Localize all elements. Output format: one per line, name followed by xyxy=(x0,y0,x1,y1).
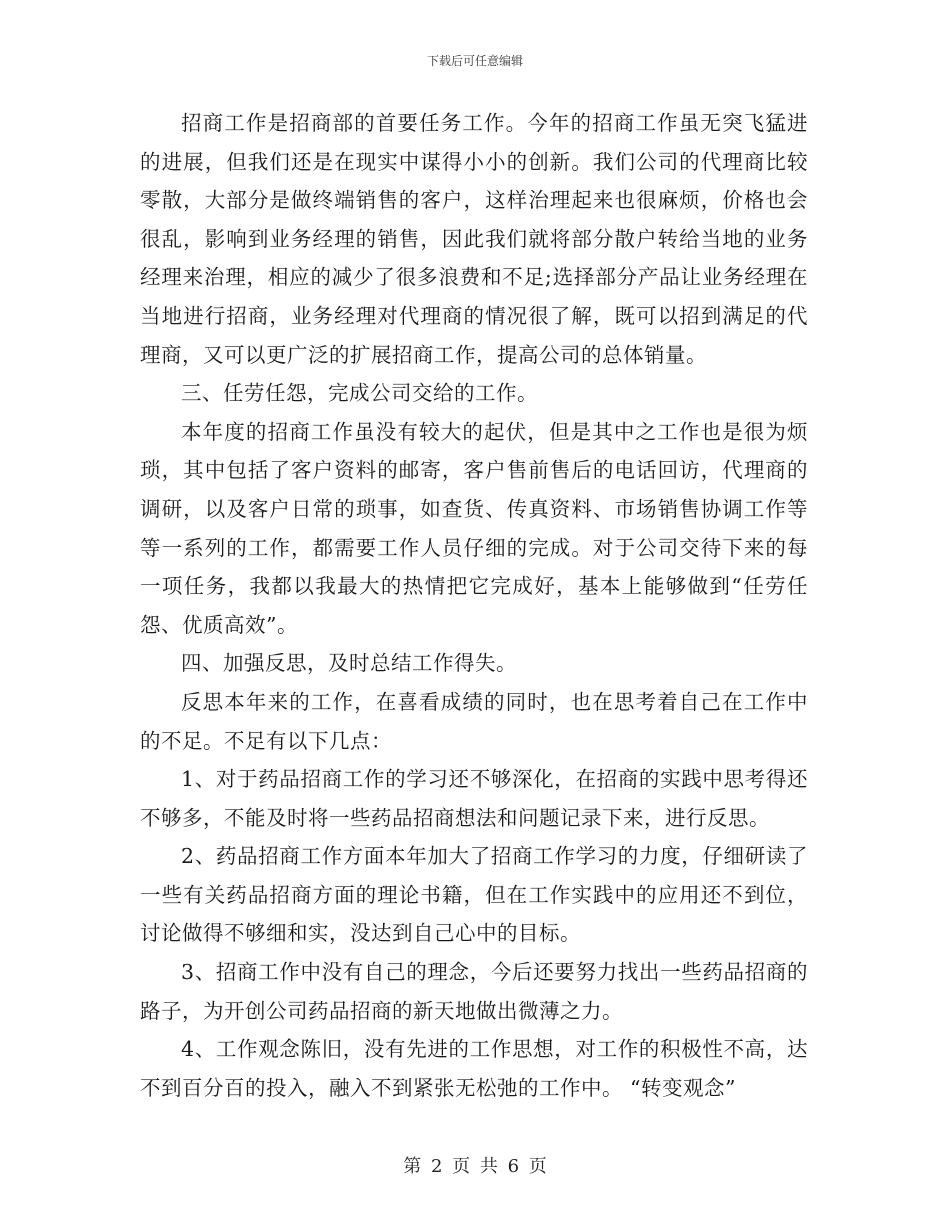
list-item-2: 2、药品招商工作方面本年加大了招商工作学习的力度，仔细研读了一些有关药品招商方面的理论书籍，但在工作实践中的应用还不到位，讨论做得不够细和实，没达到自己心中的目标。 xyxy=(140,844,808,946)
paragraph-daily-work: 本年度的招商工作虽没有较大的起伏，但是其中之工作也是很为烦琐，其中包括了客户资料的邮寄，客户售前售后的电话回访，代理商的调研，以及客户日常的琐事，如查货、传真资料、市场销售协调工作等等一系列的工作，都需要工作人员仔细的完成。对于公司交待下来的每一项任务，我都以我最大的热情把它完成好，基本上能够做到“任劳任怨、优质高效”。 xyxy=(140,419,808,637)
document-body xyxy=(140,104,808,1107)
paragraph-investment-work: 招商工作是招商部的首要任务工作。今年的招商工作虽无突飞猛进的进展，但我们还是在现实中谋得小小的创新。我们公司的代理商比较零散，大部分是做终端销售的客户，这样治理起来也很麻烦，价格也会很乱，影响到业务经理的销售，因此我们就将部分散户转给当地的业务经理来治理，相应的减少了很多浪费和不足;选择部分产品让业务经理在当地进行招商，业务经理对代理商的情况很了解，既可以招到满足的代理商，又可以更广泛的扩展招商工作，提高公司的总体销量。 xyxy=(140,111,808,367)
list-item-3: 3、招商工作中没有自己的理念，今后还要努力找出一些药品招商的路子，为开创公司药品招商的新天地做出微薄之力。 xyxy=(140,960,808,1023)
list-item-1: 1、对于药品招商工作的学习还不够深化，在招商的实践中思考得还不够多，不能及时将一些药品招商想法和问题记录下来，进行反思。 xyxy=(140,767,808,830)
page-header-note: 下载后可任意编辑 xyxy=(426,54,523,68)
section-heading-4: 四、加强反思，及时总结工作得失。 xyxy=(181,651,517,676)
list-item-4: 4、工作观念陈旧，没有先进的工作思想，对工作的积极性不高，达不到百分百的投入，融入不到紧张无松弛的工作中。 “转变观念” xyxy=(140,1037,808,1100)
paragraph-reflection: 反思本年来的工作，在喜看成绩的同时，也在思考着自己在工作中的不足。不足有以下几点： xyxy=(140,689,808,753)
section-heading-3: 三、任劳任怨，完成公司交给的工作。 xyxy=(181,381,538,406)
page-number: 第 2 页 共 6 页 xyxy=(403,1156,547,1177)
